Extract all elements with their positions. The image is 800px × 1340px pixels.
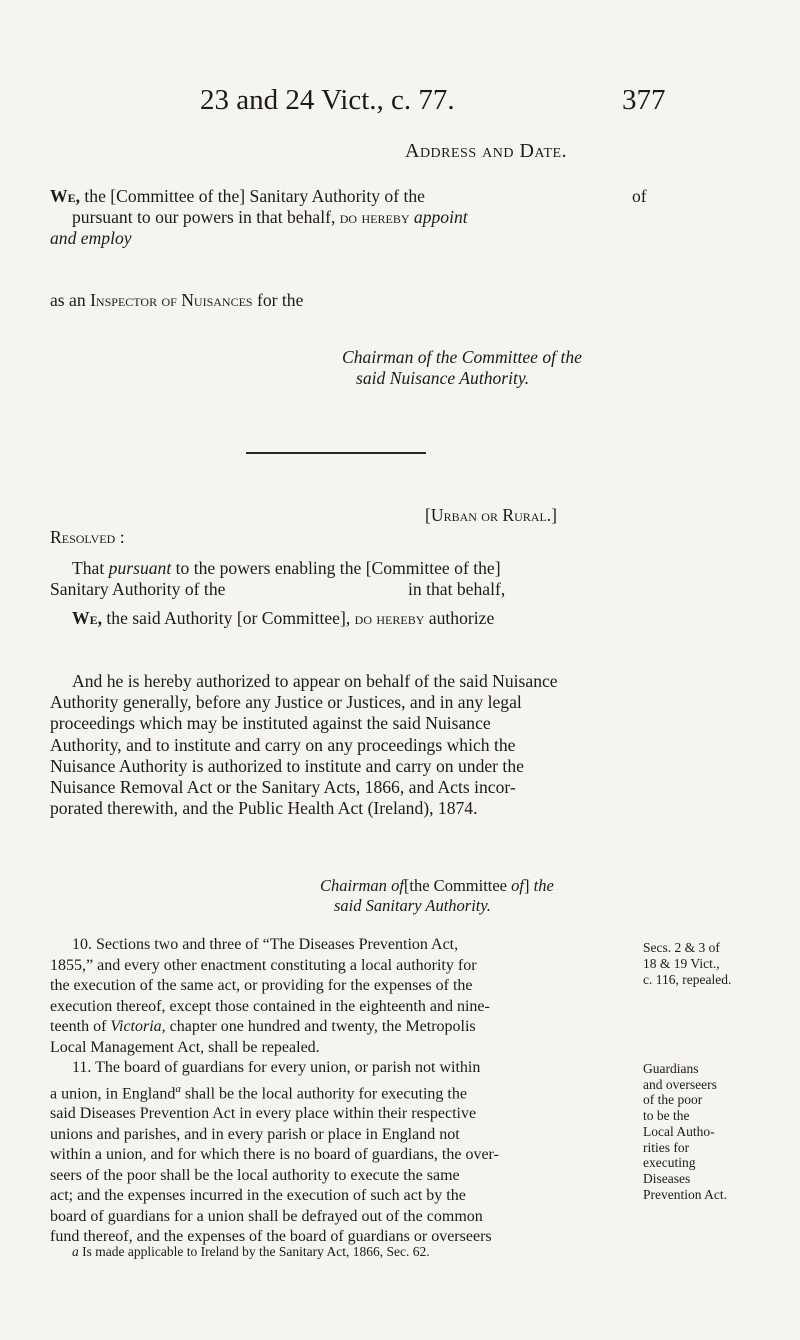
- footnote: [72, 1244, 430, 1260]
- margin-note-guardians: [643, 1061, 727, 1202]
- section-11: [50, 1058, 635, 1248]
- footnote-marker: a: [175, 1082, 181, 1095]
- running-title-text: 23 and 24 Vict., c. 77.: [200, 84, 455, 116]
- margin-note-line: Secs. 2 & 3 of: [643, 940, 720, 955]
- section-10: [50, 935, 635, 1058]
- form2-line1: [72, 558, 501, 579]
- form1-line2: [72, 207, 468, 228]
- margin-note-line: Prevention Act.: [643, 1186, 727, 1202]
- margin-note-line: executing: [643, 1155, 696, 1171]
- margin-note-line: to be the: [643, 1108, 690, 1124]
- section-11-line: fund thereof, and the expenses of the board of guardians or overseers: [50, 1228, 492, 1246]
- form2-para-line: Authority generally, before any Justice or Justices, and in any legal: [50, 692, 522, 713]
- running-title: [200, 84, 455, 117]
- section-10-chapter: chapter one hundred and twenty, the Metropolis: [169, 1018, 476, 1035]
- form2-para-line: And he is hereby authorized to appear on behalf of the said Nuisance: [72, 671, 558, 691]
- form2-authorize: authorize: [428, 608, 495, 628]
- section-10-line: Local Management Act, shall be repealed.: [50, 1038, 320, 1056]
- form2-sig-committee: [the Committee: [403, 876, 508, 895]
- margin-note-line: c. 116, repealed.: [643, 972, 732, 987]
- margin-note-line: Diseases: [643, 1170, 691, 1186]
- footnote-text: Is made applicable to Ireland by the Sanitary Act, 1866, Sec. 62.: [82, 1244, 430, 1259]
- form2-that: That: [72, 558, 105, 578]
- form2-para-line: Authority, and to institute and carry on any proceedings which the: [50, 734, 516, 755]
- margin-note-line: and overseers: [643, 1076, 717, 1092]
- form2-do-hereby: do hereby: [354, 608, 425, 628]
- section-10-victoria: Victoria,: [110, 1018, 166, 1035]
- section-11-authority: shall be the local authority for executing the: [184, 1084, 467, 1102]
- section-10-line: 10. Sections two and three of “The Diseases Prevention Act,: [72, 936, 459, 953]
- form1-signature-line2: said Nuisance Authority.: [356, 368, 530, 388]
- form1-line3: and employ: [50, 228, 132, 248]
- form2-sig-of2: of: [511, 876, 524, 895]
- form2-line3: [72, 608, 494, 629]
- form2-we: We,: [72, 608, 102, 628]
- form1-line4-a: as an: [50, 290, 86, 310]
- form1-we: We,: [50, 186, 80, 206]
- form2-para-line: proceedings which may be instituted against the said Nuisance: [50, 713, 491, 734]
- form2-sig-chairman: Chairman: [320, 876, 387, 895]
- form2-sig-bracket: ]: [523, 876, 530, 895]
- form2-line1-text: to the powers enabling the [Committee of the]: [175, 558, 501, 578]
- form2-area-type: [Urban or Rural.]: [425, 505, 558, 525]
- form2-para-line: Nuisance Removal Act or the Sanitary Acts, 1866, and Acts incor-: [50, 777, 516, 798]
- section-10-teenth: teenth of: [50, 1018, 107, 1035]
- margin-note-line: of the poor: [643, 1092, 703, 1108]
- form2-line3-text: the said Authority [or Committee],: [106, 608, 351, 628]
- form2-line2-a: Sanitary Authority of the: [50, 579, 226, 599]
- section-10-line: execution thereof, except those contained in the eighteenth and nine-: [50, 997, 490, 1015]
- form1-line4-c: for the: [257, 290, 304, 310]
- margin-note-line: Guardians: [643, 1061, 699, 1076]
- form2-signature-line2: said Sanitary Authority.: [334, 896, 491, 915]
- section-11-line: 11. The board of guardians for every union, or parish not within: [72, 1059, 481, 1076]
- section-11-union: a union, in England: [50, 1084, 176, 1102]
- section-divider: [246, 452, 426, 454]
- section-10-line: the execution of the same act, or providing for the expenses of the: [50, 977, 473, 994]
- margin-note-line: Local Autho-: [643, 1123, 715, 1139]
- section-10-line-5: [50, 1017, 635, 1038]
- form2-para-line: Nuisance Authority is authorized to institute and carry on under the: [50, 755, 524, 776]
- section-11-line: act; and the expenses incurred in the execution of such act by the: [50, 1187, 466, 1205]
- section-11-line: said Diseases Prevention Act in every place within their respective: [50, 1105, 477, 1123]
- footnote-letter: a: [72, 1244, 79, 1259]
- form2-signature-line1: [320, 876, 554, 896]
- margin-note-line: 18 & 19 Vict.,: [643, 956, 720, 971]
- form1-heading: Address and Date.: [405, 140, 568, 162]
- form2-resolved: Resolved :: [50, 527, 125, 547]
- section-10-line: 1855,” and every other enactment constituting a local authority for: [50, 956, 477, 974]
- form2-sig-of: of: [391, 876, 404, 895]
- form2-pursuant: pursuant: [108, 558, 172, 578]
- form2-line2-b: in that behalf,: [408, 579, 506, 599]
- page-number: 377: [622, 84, 666, 116]
- section-11-line: within a union, and for which there is no board of guardians, the over-: [50, 1146, 499, 1164]
- form2-para-line: porated therewith, and the Public Health Act (Ireland), 1874.: [50, 798, 478, 819]
- form1-inspector: Inspector of Nuisances: [90, 290, 253, 310]
- section-11-line: board of guardians for a union shall be defrayed out of the common: [50, 1207, 483, 1225]
- section-11-line: seers of the poor shall be the local authority to execute the same: [50, 1166, 460, 1184]
- form1-do-hereby: do hereby: [339, 207, 410, 227]
- margin-note-repealed: [643, 940, 731, 988]
- form1-line1-of: of: [632, 186, 647, 206]
- form2-sig-the: the: [533, 876, 554, 895]
- form1-line2-text: pursuant to our powers in that behalf,: [72, 207, 336, 227]
- margin-note-line: rities for: [643, 1139, 690, 1155]
- form1-signature-line1: Chairman of the Committee of the: [342, 347, 582, 367]
- form1-appoint: appoint: [413, 207, 468, 227]
- form2-paragraph: [50, 671, 760, 819]
- section-11-line-2: [50, 1079, 635, 1105]
- form1-line1-text: the [Committee of the] Sanitary Authority of the: [84, 186, 425, 206]
- form1-line4: [50, 290, 303, 311]
- section-11-line: unions and parishes, and in every parish or place in England not: [50, 1125, 460, 1143]
